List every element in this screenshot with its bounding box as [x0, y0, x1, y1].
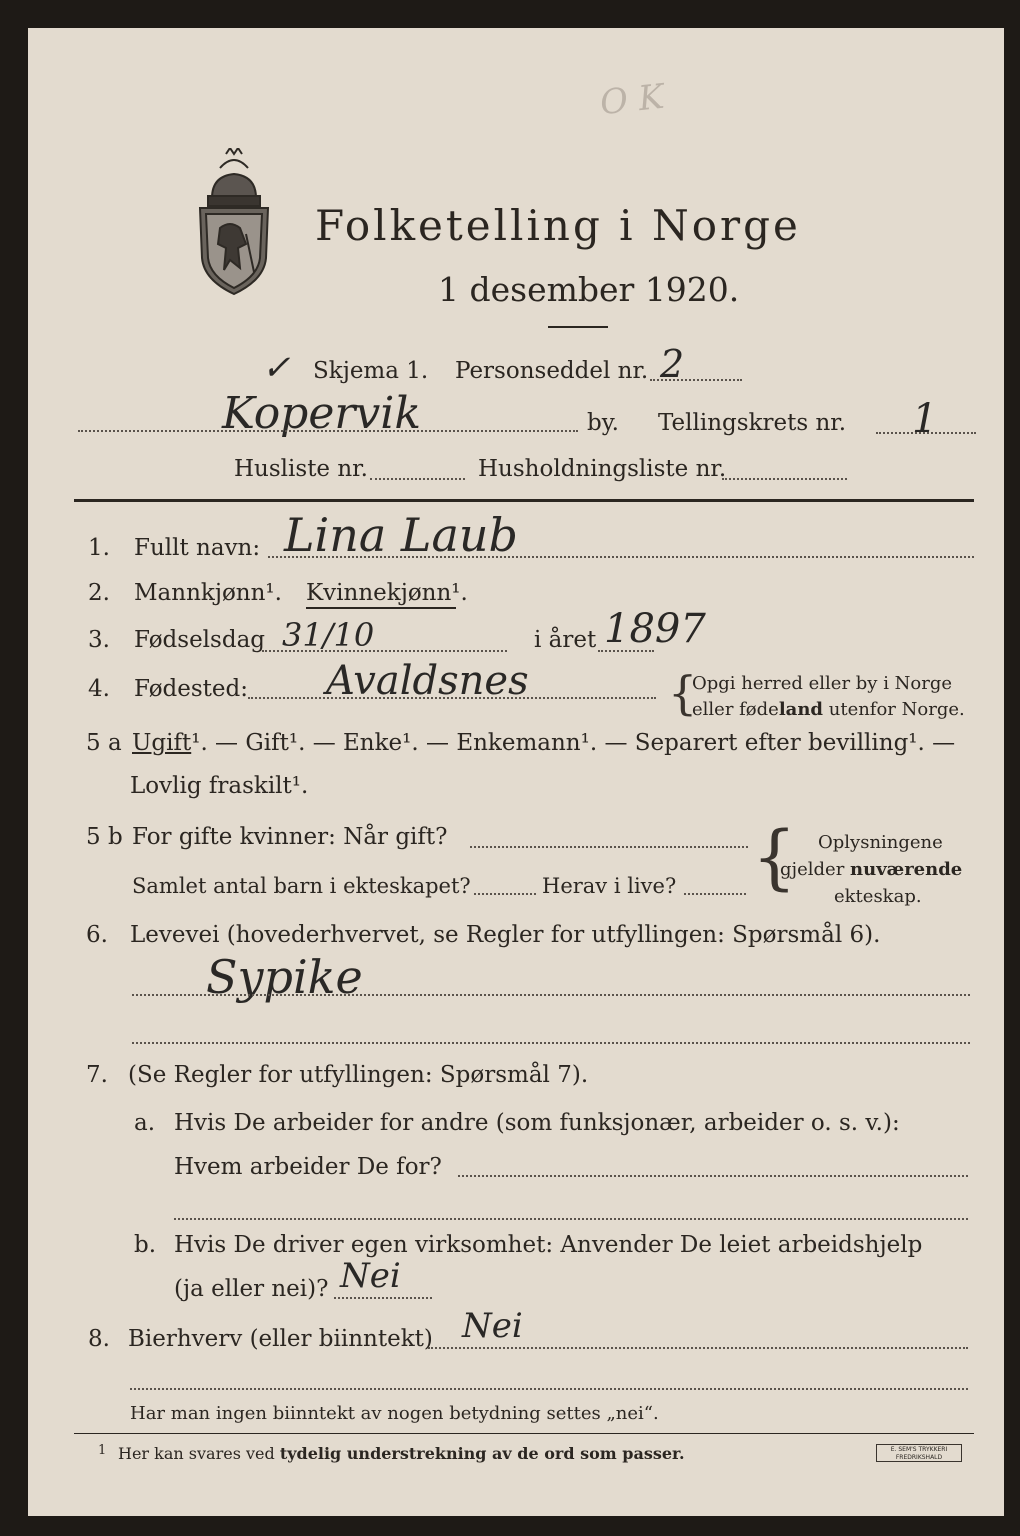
marital-status-options[interactable] [132, 732, 955, 755]
title-divider [548, 326, 608, 328]
city-value[interactable]: Kopervik [222, 388, 422, 439]
q7a-letter: a. [134, 1110, 156, 1136]
footnote-text: Her kan svares ved tydelig understrekning av de ord som passer. [118, 1444, 685, 1463]
q7-number: 7. [86, 1062, 108, 1088]
full-name-value[interactable]: Lina Laub [284, 508, 518, 562]
q6-number: 6. [86, 922, 108, 948]
birthplace-field-line [248, 697, 656, 699]
footer-divider [74, 1433, 974, 1434]
q5b-number: 5 b [86, 824, 123, 850]
occupation-field-line-1 [132, 994, 970, 996]
personseddel-label: Personseddel nr. [455, 358, 649, 384]
by-label: by. [587, 410, 619, 436]
footnote-mark: 1 [98, 1443, 107, 1458]
norway-coat-of-arms-icon [190, 148, 278, 298]
q7a-question: Hvem arbeider De for? [174, 1154, 442, 1180]
header-divider [74, 499, 974, 502]
alive-field-line [684, 893, 746, 895]
birth-date-value[interactable]: 31/10 [282, 616, 375, 654]
q3-number: 3. [88, 627, 110, 653]
tellingskrets-value[interactable]: 1 [912, 396, 938, 442]
marriage-note-brace: { [752, 816, 797, 898]
q7b-text: Hvis De driver egen virksomhet: Anvender De leiet arbeidshjelp [174, 1232, 923, 1258]
q1-label: Fullt navn: [134, 535, 261, 561]
check-mark-handwritten: ✓ [262, 348, 291, 388]
tellingskrets-label: Tellingskrets nr. [658, 410, 847, 436]
children-field-line [474, 893, 536, 895]
secondary-income-field-line [428, 1347, 968, 1349]
birth-date-field-line [262, 650, 507, 652]
other-marital-options[interactable]: ¹. — Gift¹. — Enke¹. — Enkemann¹. — Separert efter bevilling¹. — [191, 730, 956, 756]
occupation-field-line-2 [132, 1042, 970, 1044]
q4-number: 4. [88, 676, 110, 702]
marriage-note-line2: gjelder nuværende [780, 859, 963, 880]
marriage-note-line1: Oplysningene [818, 832, 943, 853]
printer-stamp-line1: E. SEM'S TRYKKERI [890, 1446, 948, 1453]
personseddel-field-line [650, 379, 742, 381]
q8-number: 8. [88, 1326, 110, 1352]
pencil-mark: O K [598, 76, 667, 124]
birth-year-value[interactable]: 1897 [604, 606, 706, 652]
printer-stamp-line2: FREDRIKSHALD [895, 1454, 943, 1461]
employer-field-line [458, 1175, 968, 1177]
q7a-text: Hvis De arbeider for andre (som funksjonær, arbeider o. s. v.): [174, 1110, 900, 1136]
female-underline [306, 607, 456, 609]
q4-label: Fødested: [134, 676, 249, 702]
lovlig-fraskilt-option[interactable]: Lovlig fraskilt¹. [130, 773, 309, 799]
q7b-letter: b. [134, 1232, 157, 1258]
husliste-field-line [370, 478, 465, 480]
ugift-option[interactable]: Ugift [132, 730, 192, 756]
hired-help-value[interactable]: Nei [340, 1256, 401, 1296]
q8-label: Bierhverv (eller biinntekt) [128, 1326, 433, 1352]
marriage-date-field-line [470, 846, 748, 848]
female-option[interactable]: Kvinnekjønn¹. [306, 580, 468, 606]
employer-field-line-2 [174, 1218, 968, 1220]
city-field-line [78, 430, 578, 432]
form-date: 1 desember 1920. [438, 270, 740, 309]
hired-help-field-line [334, 1297, 432, 1299]
secondary-income-field-line-2 [130, 1388, 968, 1390]
skjema-label: Skjema 1. [313, 358, 429, 384]
full-name-field-line [268, 556, 974, 558]
q7b-question: (ja eller nei)? [174, 1276, 329, 1302]
q6-label: Levevei (hovederhvervet, se Regler for utfyllingen: Spørsmål 6). [130, 922, 881, 948]
birth-year-field-line [598, 650, 654, 652]
alive-label: Herav i live? [542, 874, 677, 898]
occupation-value[interactable]: Sypike [206, 950, 363, 1004]
birthplace-note-line1: Opgi herred eller by i Norge [692, 673, 953, 694]
q5a-number: 5 a [86, 730, 122, 756]
birthplace-note-line2: eller fødeland utenfor Norge. [692, 699, 965, 720]
printer-stamp [876, 1444, 962, 1462]
children-label: Samlet antal barn i ekteskapet? [132, 874, 471, 898]
tellingskrets-field-line [876, 432, 976, 434]
q3-label: Fødselsdag [134, 627, 266, 653]
husholdningsliste-field-line [722, 478, 847, 480]
form-title: Folketelling i Norge [315, 201, 801, 250]
marriage-note-line3: ekteskap. [834, 886, 922, 907]
personseddel-value[interactable]: 2 [660, 342, 685, 386]
husliste-label: Husliste nr. [234, 456, 368, 482]
q5b-label: For gifte kvinner: Når gift? [132, 824, 448, 850]
footer-note: Har man ingen biinntekt av nogen betydning settes „nei“. [130, 1403, 659, 1424]
birthplace-value[interactable]: Avaldsnes [326, 658, 529, 704]
q2-number: 2. [88, 580, 110, 606]
male-option[interactable]: Mannkjønn¹. [134, 580, 282, 606]
q1-number: 1. [88, 535, 110, 561]
secondary-income-value[interactable]: Nei [462, 1306, 523, 1346]
q7-label: (Se Regler for utfyllingen: Spørsmål 7). [128, 1062, 589, 1088]
husholdningsliste-label: Husholdningsliste nr. [478, 456, 727, 482]
birthplace-note-brace: { [668, 666, 698, 720]
year-label: i året [534, 627, 597, 653]
